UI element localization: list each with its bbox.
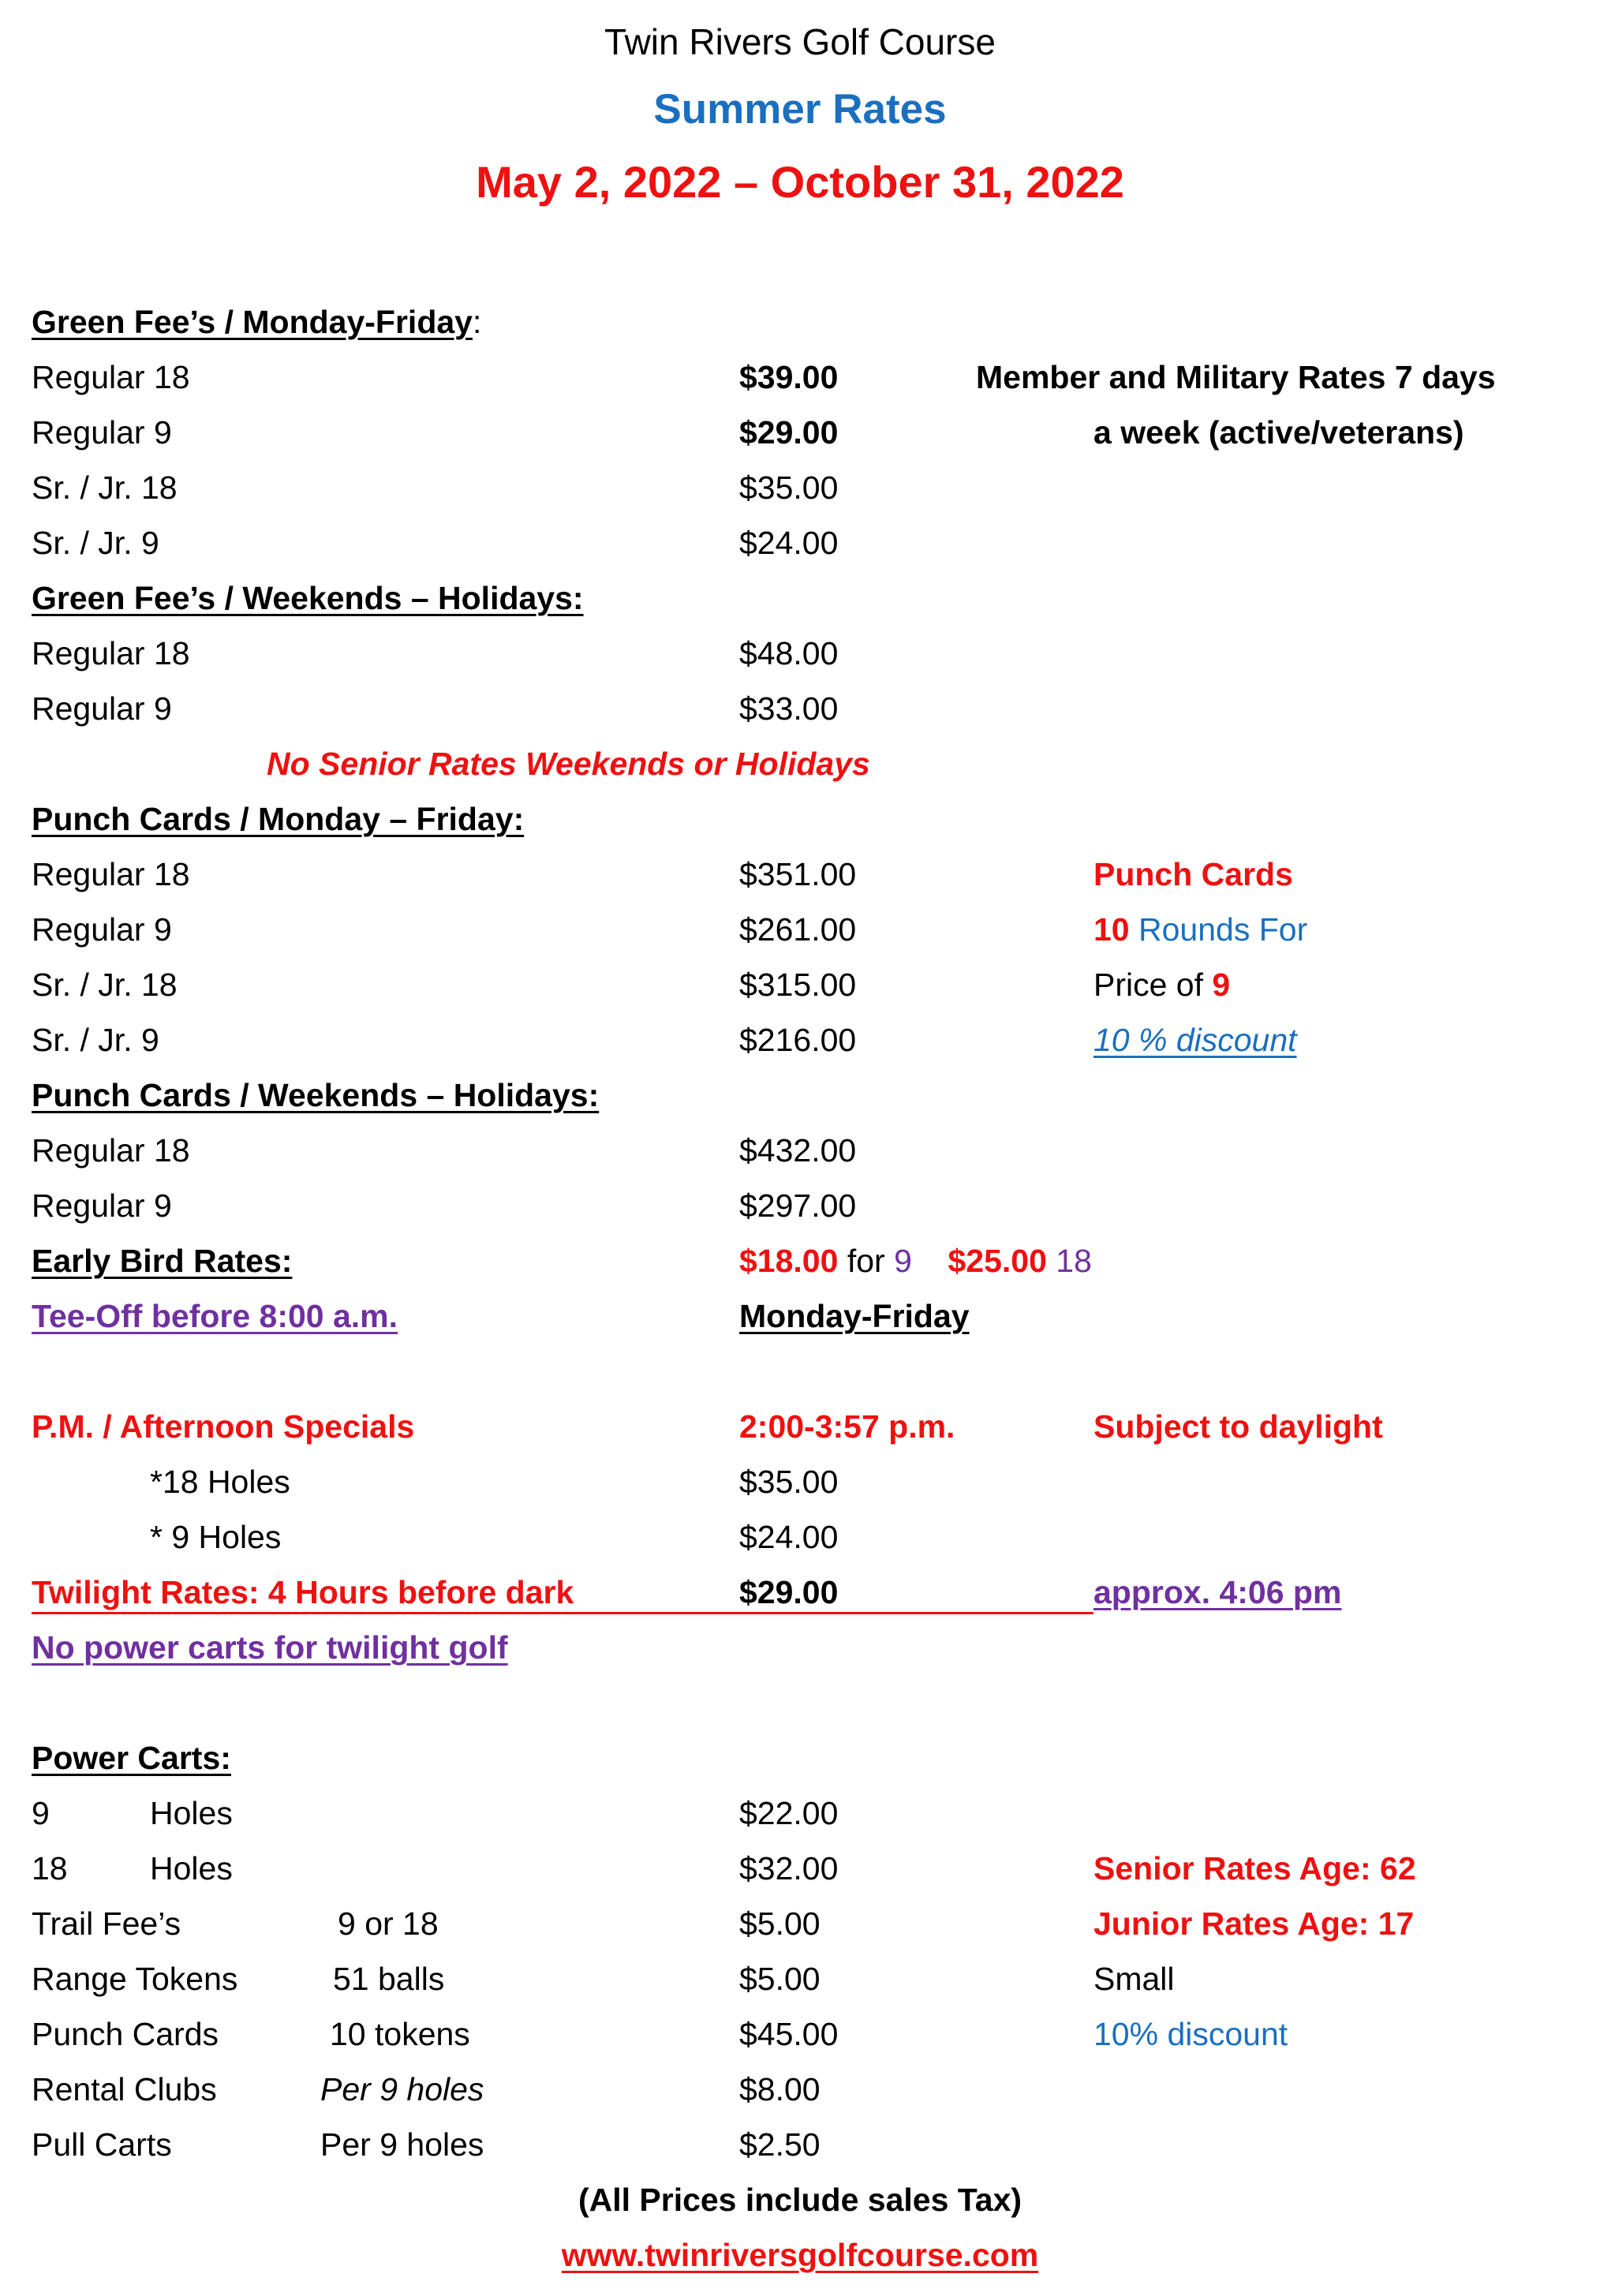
cart-detail-1: Holes: [150, 1795, 233, 1831]
punch-weekday-price-2: $261.00: [739, 911, 857, 948]
punch-weekday-label-2: Regular 9: [32, 911, 172, 948]
afternoon-note: Subject to daylight: [1093, 1408, 1383, 1445]
punch-side-rounds: [1093, 911, 1308, 948]
website-link[interactable]: www.twinriversgolfcourse.com: [561, 2237, 1039, 2273]
punch-weekday-price-3: $315.00: [739, 967, 857, 1003]
green-weekday-label-1: Regular 18: [32, 359, 190, 395]
cart-detail-7: Per 9 holes: [320, 2126, 484, 2163]
afternoon-price-2: $24.00: [739, 1519, 839, 1555]
green-weekday-label-4: Sr. / Jr. 9: [32, 525, 159, 561]
cart-detail-6: Per 9 holes: [320, 2071, 484, 2107]
tax-note: (All Prices include sales Tax): [578, 2182, 1022, 2218]
cart-price-2: $32.00: [739, 1850, 839, 1887]
early-bird-price18: $25.00: [948, 1243, 1047, 1279]
afternoon-label-1: *18 Holes: [150, 1464, 290, 1500]
green-weekday-price-4: $24.00: [739, 525, 839, 561]
tokens-discount: 10% discount: [1093, 2016, 1288, 2052]
green-weekday-label-3: Sr. / Jr. 18: [32, 469, 178, 506]
cart-price-3: $5.00: [739, 1905, 821, 1942]
date-range: May 2, 2022 – October 31, 2022: [476, 157, 1124, 207]
punch-weekday-label-4: Sr. / Jr. 9: [32, 1022, 159, 1058]
green-weekday-heading-wrap: [32, 306, 481, 338]
punch-weekday-label-1: Regular 18: [32, 856, 190, 892]
punch-weekend-label-2: Regular 9: [32, 1187, 172, 1224]
green-weekday-price-2: $29.00: [739, 414, 839, 451]
early-bird-holes18: 18: [1056, 1243, 1092, 1279]
junior-age: Junior Rates Age: 17: [1093, 1905, 1415, 1942]
cart-price-7: $2.50: [739, 2126, 821, 2163]
cart-label-2: 18: [32, 1850, 68, 1887]
power-carts-heading: Power Carts:: [32, 1740, 231, 1776]
punch-side-price-of: [1093, 969, 1230, 1001]
twilight-price: $29.00: [739, 1574, 839, 1610]
early-bird-price9: $18.00: [739, 1243, 839, 1279]
punch-side-num10: 10: [1093, 911, 1130, 948]
range-small: Small: [1093, 1961, 1175, 1997]
cart-price-4: $5.00: [739, 1961, 821, 1997]
green-weekend-price-2: $33.00: [739, 690, 839, 727]
early-bird-for: for: [847, 1243, 885, 1279]
afternoon-label-2: * 9 Holes: [150, 1519, 282, 1555]
cart-price-1: $22.00: [739, 1795, 839, 1831]
twilight-red-underline: [32, 1612, 1093, 1614]
course-name: Twin Rivers Golf Course: [604, 21, 996, 62]
cart-detail-5: 10 tokens: [330, 2016, 470, 2052]
punch-side-rounds-for: Rounds For: [1138, 911, 1308, 948]
senior-age: Senior Rates Age: 62: [1093, 1850, 1416, 1887]
green-weekday-heading: Green Fee’s / Monday-Friday: [32, 304, 473, 340]
green-weekday-price-3: $35.00: [739, 469, 839, 506]
cart-detail-2: Holes: [150, 1850, 233, 1887]
punch-weekday-label-3: Sr. / Jr. 18: [32, 967, 178, 1003]
punch-side-title: Punch Cards: [1093, 856, 1293, 892]
cart-detail-4: 51 balls: [333, 1961, 445, 1997]
twilight-heading: Twilight Rates: 4 Hours before dark: [32, 1574, 574, 1610]
punch-side-discount: 10 % discount: [1093, 1022, 1297, 1058]
punch-side-price-of-text: Price of: [1093, 967, 1203, 1003]
early-bird-heading: Early Bird Rates:: [32, 1243, 293, 1279]
cart-label-7: Pull Carts: [32, 2126, 172, 2163]
green-weekday-heading-colon: :: [472, 304, 482, 340]
twilight-no-carts: No power carts for twilight golf: [32, 1629, 508, 1666]
cart-price-5: $45.00: [739, 2016, 839, 2052]
green-weekend-heading: Green Fee’s / Weekends – Holidays:: [32, 580, 584, 616]
afternoon-price-1: $35.00: [739, 1464, 839, 1500]
cart-label-5: Punch Cards: [32, 2016, 219, 2052]
member-military-note-1: Member and Military Rates 7 days: [976, 359, 1496, 395]
no-senior-weekend-note: No Senior Rates Weekends or Holidays: [267, 746, 870, 782]
punch-weekend-price-1: $432.00: [739, 1132, 857, 1169]
punch-side-num9: 9: [1212, 967, 1231, 1003]
early-bird-holes9: 9: [894, 1243, 912, 1279]
cart-detail-3: 9 or 18: [338, 1905, 439, 1942]
green-weekday-price-1: $39.00: [739, 359, 839, 395]
cart-label-1: 9: [32, 1795, 50, 1831]
cart-price-6: $8.00: [739, 2071, 821, 2107]
punch-weekend-label-1: Regular 18: [32, 1132, 190, 1169]
green-weekend-label-1: Regular 18: [32, 635, 190, 671]
afternoon-time: 2:00-3:57 p.m.: [739, 1408, 955, 1445]
season-title: Summer Rates: [653, 86, 947, 133]
twilight-approx: approx. 4:06 pm: [1093, 1574, 1342, 1610]
green-weekday-label-2: Regular 9: [32, 414, 172, 451]
punch-weekday-price-4: $216.00: [739, 1022, 857, 1058]
afternoon-heading: P.M. / Afternoon Specials: [32, 1408, 415, 1445]
cart-label-3: Trail Fee’s: [32, 1905, 181, 1942]
early-bird-condition: Tee-Off before 8:00 a.m.: [32, 1298, 398, 1334]
punch-weekday-price-1: $351.00: [739, 856, 857, 892]
punch-weekend-price-2: $297.00: [739, 1187, 857, 1224]
member-military-note-2: a week (active/veterans): [1093, 414, 1464, 451]
green-weekend-label-2: Regular 9: [32, 690, 172, 727]
early-bird-days: Monday-Friday: [739, 1298, 970, 1334]
cart-label-6: Rental Clubs: [32, 2071, 217, 2107]
cart-label-4: Range Tokens: [32, 1961, 238, 1997]
early-bird-prices: [739, 1245, 1092, 1277]
green-weekend-price-1: $48.00: [739, 635, 839, 671]
punch-weekend-heading: Punch Cards / Weekends – Holidays:: [32, 1077, 600, 1113]
punch-weekday-heading: Punch Cards / Monday – Friday:: [32, 801, 525, 837]
